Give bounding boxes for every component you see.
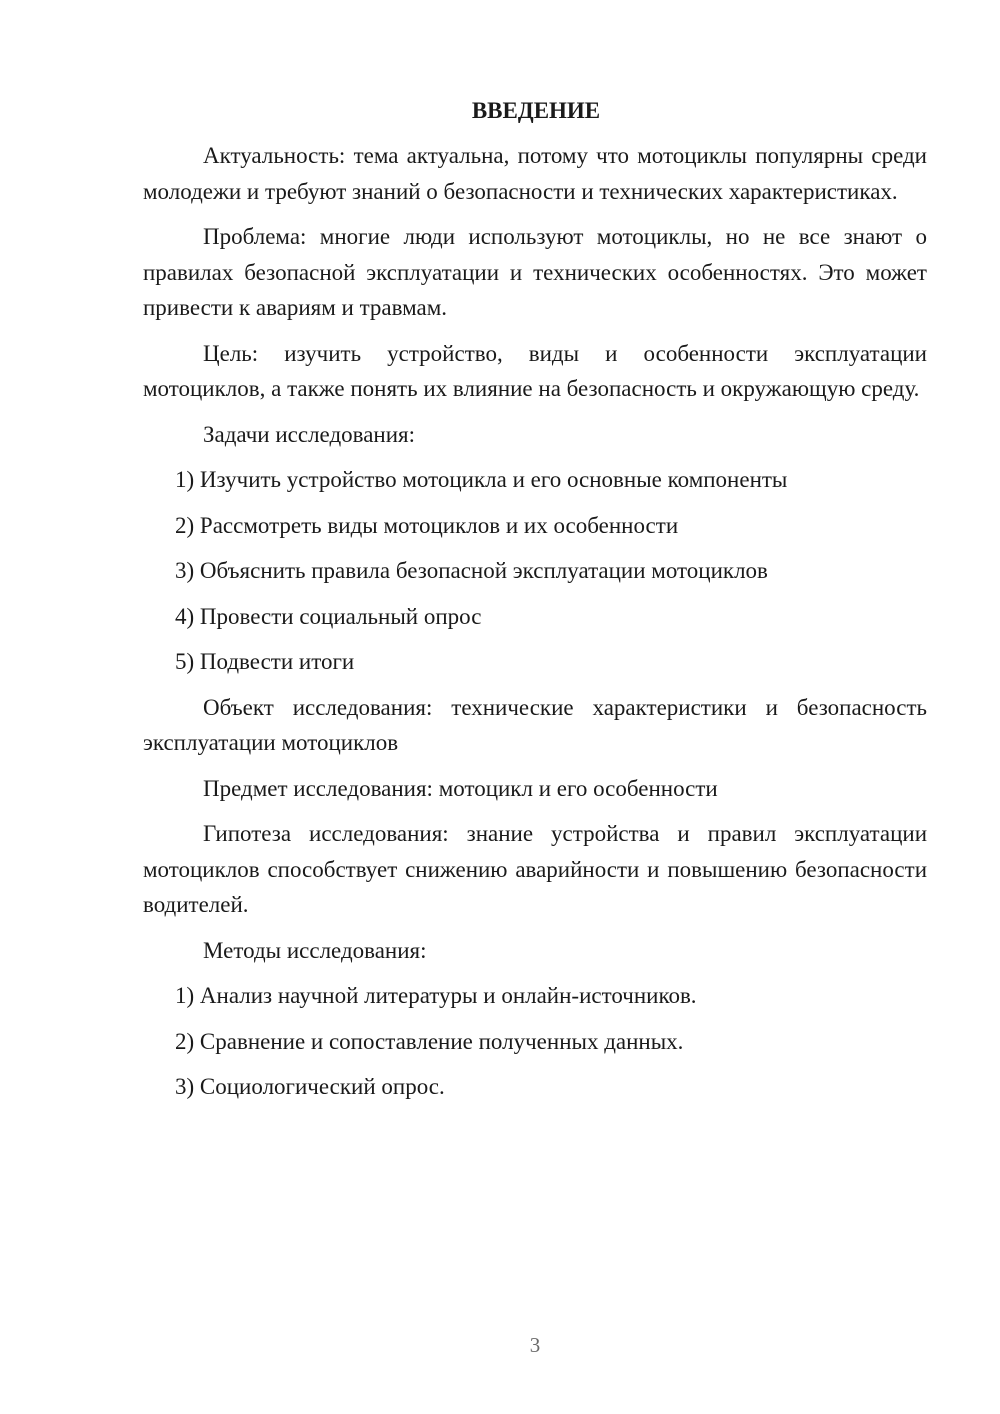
- page-content: [143, 96, 927, 1115]
- methods-list: [143, 978, 927, 1105]
- list-item: 3) Объяснить правила безопасной эксплуатации мотоциклов: [175, 558, 768, 583]
- page-number: 3: [529, 1333, 541, 1357]
- hypothesis-paragraph: Гипотеза исследования: знание устройства и правил эксплуатации мотоциклов способствует снижению аварийности и повышению безопасности водителей.: [143, 821, 927, 917]
- list-item: 1) Анализ научной литературы и онлайн-источников.: [175, 983, 697, 1008]
- relevance-paragraph: Актуальность: тема актуальна, потому что мотоциклы популярны среди молодежи и требуют знаний о безопасности и технических характеристиках.: [143, 143, 927, 204]
- subject-paragraph: Предмет исследования: мотоцикл и его особенности: [203, 775, 718, 801]
- methods-heading: Методы исследования:: [203, 937, 427, 963]
- object-paragraph: Объект исследования: технические характеристики и безопасность эксплуатации мотоциклов: [143, 694, 927, 755]
- problem-paragraph: Проблема: многие люди используют мотоциклы, но не все знают о правилах безопасной эксплуатации и технических особенностях. Это может привести к авариям и травмам.: [143, 224, 927, 320]
- list-item: 5) Подвести итоги: [175, 649, 355, 674]
- list-item: 4) Провести социальный опрос: [175, 603, 482, 629]
- page-title: ВВЕДЕНИЕ: [471, 98, 601, 123]
- tasks-list: [143, 462, 927, 680]
- list-item: 2) Сравнение и сопоставление полученных данных.: [175, 1028, 684, 1054]
- list-item: 1) Изучить устройство мотоцикла и его основные компоненты: [175, 467, 788, 492]
- tasks-heading: Задачи исследования:: [203, 421, 416, 447]
- goal-paragraph: Цель: изучить устройство, виды и особенности эксплуатации мотоциклов, а также понять их влияние на безопасность и окружающую среду.: [143, 340, 927, 401]
- list-item: 2) Рассмотреть виды мотоциклов и их особенности: [175, 512, 679, 538]
- list-item: 3) Социологический опрос.: [175, 1074, 445, 1099]
